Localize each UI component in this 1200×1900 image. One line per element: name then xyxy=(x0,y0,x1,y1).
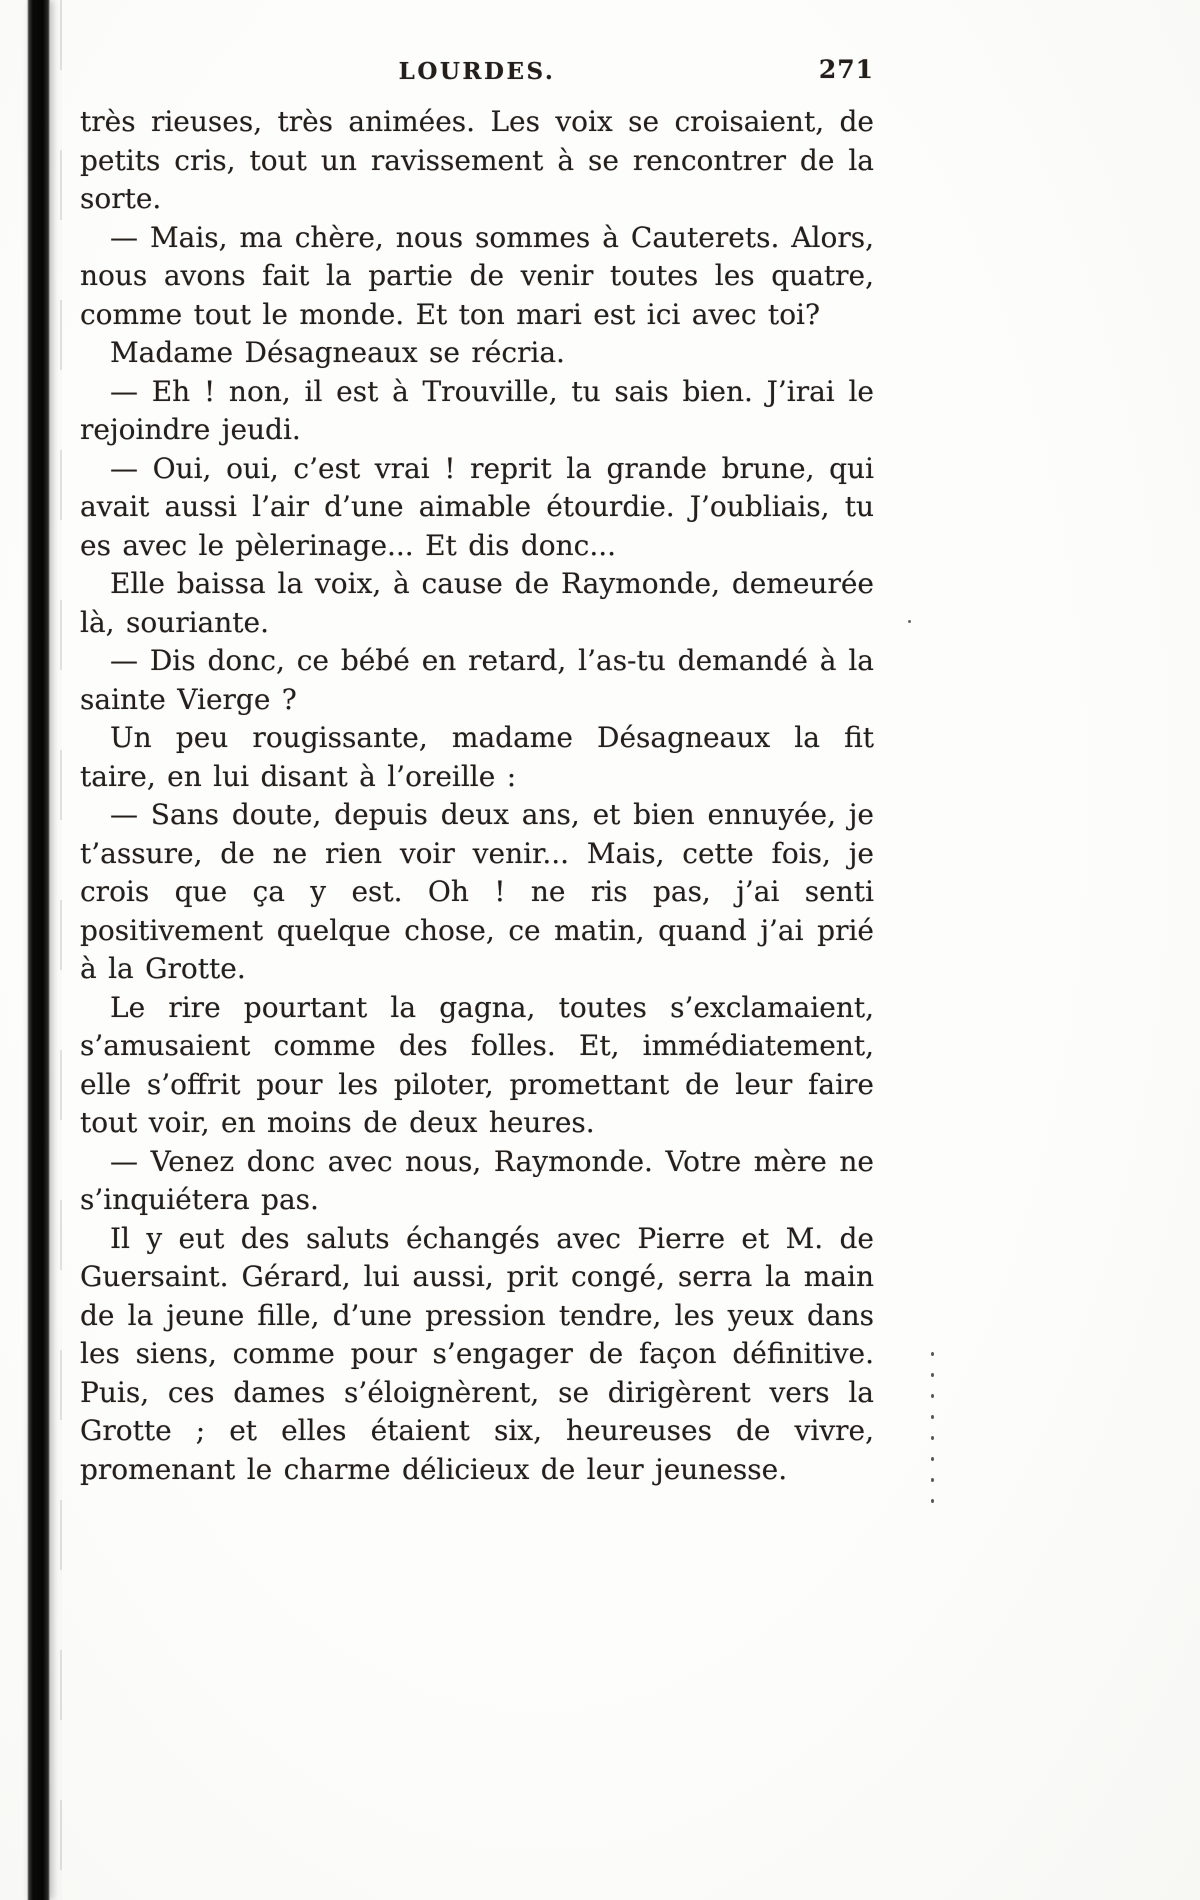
text-paragraph: très rieuses, très animées. Les voix se croisaient, de petits cris, tout un ravissement à se rencontrer de la sorte. xyxy=(80,105,874,215)
text-paragraph: — Eh ! non, il est à Trouville, tu sais bien. J’irai le rejoindre jeudi. xyxy=(80,374,874,446)
text-paragraph: Elle baissa la voix, à cause de Raymonde, demeurée là, souriante. xyxy=(80,567,874,639)
text-paragraph: Le rire pourtant la gagna, toutes s’exclamaient, s’amusaient comme des folles. Et, immédiatement, elle s’offrit pour les piloter, promettant de leur faire tout voir, en moins de deux heures. xyxy=(80,990,874,1139)
binding-shadow-bar xyxy=(27,0,50,1900)
text-paragraph: — Dis donc, ce bébé en retard, l’as-tu demandé à la sainte Vierge ? xyxy=(80,644,874,716)
text-paragraph: — Mais, ma chère, nous sommes à Cauterets. Alors, nous avons fait la partie de venir toutes les quatre, comme tout le monde. Et ton mari est ici avec toi? xyxy=(80,220,874,331)
scan-artifact-dots xyxy=(931,1352,934,1503)
text-paragraph: — Oui, oui, c’est vrai ! reprit la grande brune, qui avait aussi l’air d’une aimable étourdie. J’oubliais, tu es avec le pèlerinage... Et dis donc... xyxy=(80,451,874,562)
text-paragraph: Un peu rougissante, madame Désagneaux la fit taire, en lui disant à l’oreille : xyxy=(80,721,874,793)
page-header xyxy=(80,55,874,96)
page-number: 271 xyxy=(818,55,874,84)
text-paragraph: Il y eut des saluts échangés avec Pierre et M. de Guersaint. Gérard, lui aussi, prit congé, serra la main de la jeune fille, d’une pression tendre, les yeux dans les siens, comme pour s’engager de façon définitive. Puis, ces dames s’éloignèrent, se dirigèrent vers la Grotte ; et elles étaient six, heureuses de vivre, promenant le charme délicieux de leur jeunesse. xyxy=(80,1221,874,1486)
scan-artifact-speck xyxy=(908,620,911,623)
body-text xyxy=(80,103,874,1489)
text-paragraph: — Venez donc avec nous, Raymonde. Votre mère ne s’inquiétera pas. xyxy=(80,1144,874,1216)
text-paragraph: — Sans doute, depuis deux ans, et bien ennuyée, je t’assure, de ne rien voir venir... Mais, cette fois, je crois que ça y est. Oh ! ne ris pas, j’ai senti positivement quelque chose, ce matin, quand j’ai prié à la Grotte. xyxy=(80,798,874,985)
text-paragraph: Madame Désagneaux se récria. xyxy=(110,336,565,369)
running-title: LOURDES. xyxy=(398,58,556,85)
